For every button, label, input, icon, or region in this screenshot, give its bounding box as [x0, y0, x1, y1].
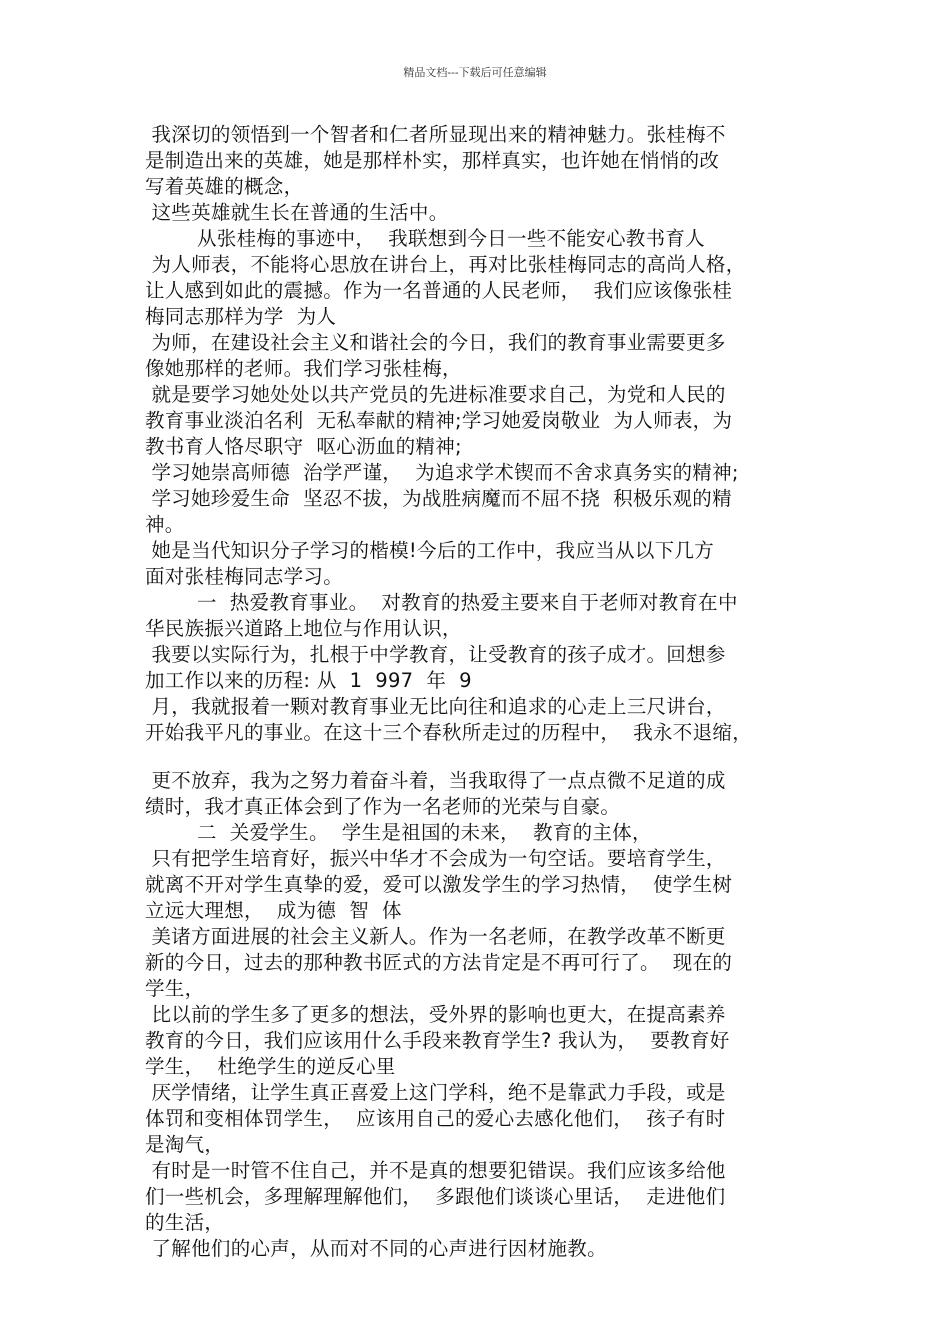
- text-line: 学习她崇高师德 治学严谨， 为追求学术锲而不舍求真务实的精神;: [145, 461, 739, 484]
- text-line: 一 热爱教育事业。 对教育的热爱主要来自于老师对教育在中: [145, 591, 738, 614]
- text-line: 厌学情绪，让学生真正喜爱上这门学科，绝不是靠武力手段，或是: [145, 1081, 726, 1104]
- text-line: 我要以实际行为，扎根于中学教育，让受教育的孩子成才。回想参: [145, 643, 726, 666]
- text-line: 教育的今日，我们应该用什么手段来教育学生? 我认为， 要教育好: [145, 1029, 730, 1052]
- text-line: 就离不开对学生真挚的爱，爱可以激发学生的学习热情， 使学生树: [145, 873, 733, 896]
- document-body: [145, 122, 825, 1262]
- text-line: 美诸方面进展的社会主义新人。作为一名老师，在教学改革不断更: [145, 925, 726, 948]
- text-line: 面对张桂梅同志学习。: [145, 565, 344, 588]
- text-line: 就是要学习她处处以共产党员的先进标准要求自己，为党和人民的: [145, 383, 726, 406]
- text-line: 们一些机会，多理解理解他们， 多跟他们谈谈心里话， 走进他们: [145, 1185, 726, 1208]
- text-line: 神。: [145, 513, 185, 536]
- text-line: 更不放弃，我为之努力着奋斗着，当我取得了一点点微不足道的成: [145, 769, 726, 792]
- text-line: 开始我平凡的事业。在这十三个春秋所走过的历程中， 我永不退缩，: [145, 721, 752, 744]
- text-line: 的生活，: [145, 1211, 225, 1234]
- text-line: 华民族振兴道路上地位与作用认识，: [145, 617, 462, 640]
- text-line: 为人师表，不能将心思放在讲台上，再对比张桂梅同志的高尚人格，: [145, 253, 746, 276]
- text-line: 体罚和变相体罚学生， 应该用自己的爱心去感化他们， 孩子有时: [145, 1107, 726, 1130]
- text-line: 我深切的领悟到一个智者和仁者所显现出来的精神魅力。张桂梅不: [145, 123, 726, 146]
- text-line: 为师，在建设社会主义和谐社会的今日，我们的教育事业需要更多: [145, 331, 726, 354]
- text-line: 她是当代知识分子学习的楷模!今后的工作中，我应当从以下几方: [145, 539, 715, 562]
- text-line: 是制造出来的英雄，她是那样朴实，那样真实，也许她在悄悄的改: [145, 149, 720, 172]
- text-line: 让人感到如此的震撼。作为一名普通的人民老师， 我们应该像张桂: [145, 279, 733, 302]
- text-line: 教书育人恪尽职守 呕心沥血的精神;: [145, 435, 462, 458]
- text-line: 从张桂梅的事迹中， 我联想到今日一些不能安心教书育人: [145, 227, 705, 250]
- text-line: 梅同志那样为学 为人: [145, 305, 337, 328]
- page-header: 精品文档---下载后可任意编辑: [403, 66, 547, 79]
- text-line: 月，我就报着一颗对教育事业无比向往和追求的心走上三尺讲台，: [145, 695, 726, 718]
- text-line: 只有把学生培育好，振兴中华才不会成为一句空话。要培育学生，: [145, 847, 726, 870]
- text-line: 了解他们的心声，从而对不同的心声进行因材施教。: [145, 1237, 607, 1260]
- text-line: 绩时，我才真正体会到了作为一名老师的光荣与自豪。: [145, 795, 621, 818]
- text-line: 有时是一时管不住自己，并不是真的想要犯错误。我们应该多给他: [145, 1159, 726, 1182]
- text-line: 这些英雄就生长在普通的生活中。: [145, 201, 449, 224]
- text-line: 像她那样的老师。我们学习张桂梅，: [145, 357, 462, 380]
- text-line: 加工作以来的历程: 从 1 997 年 9: [145, 669, 472, 692]
- text-line: 学生， 杜绝学生的逆反心里: [145, 1055, 396, 1078]
- text-line: 学生，: [145, 977, 205, 1000]
- text-line: 写着英雄的概念，: [145, 175, 304, 198]
- text-line: 二 关爱学生。 学生是祖国的未来， 教育的主体，: [145, 821, 652, 844]
- text-line: 是淘气，: [145, 1133, 225, 1156]
- text-line: 教育事业淡泊名利 无私奉献的精神;学习她爱岗敬业 为人师表，为: [145, 409, 733, 432]
- paragraph-gap: [145, 746, 825, 768]
- text-line: 比以前的学生多了更多的想法，受外界的影响也更大，在提高素养: [145, 1003, 726, 1026]
- text-line: 新的今日，过去的那种教书匠式的方法肯定是不再可行了。 现在的: [145, 951, 733, 974]
- text-line: 学习她珍爱生命 坚忍不拔，为战胜病魔而不屈不挠 积极乐观的精: [145, 487, 732, 510]
- text-line: 立远大理想， 成为德 智 体: [145, 899, 402, 922]
